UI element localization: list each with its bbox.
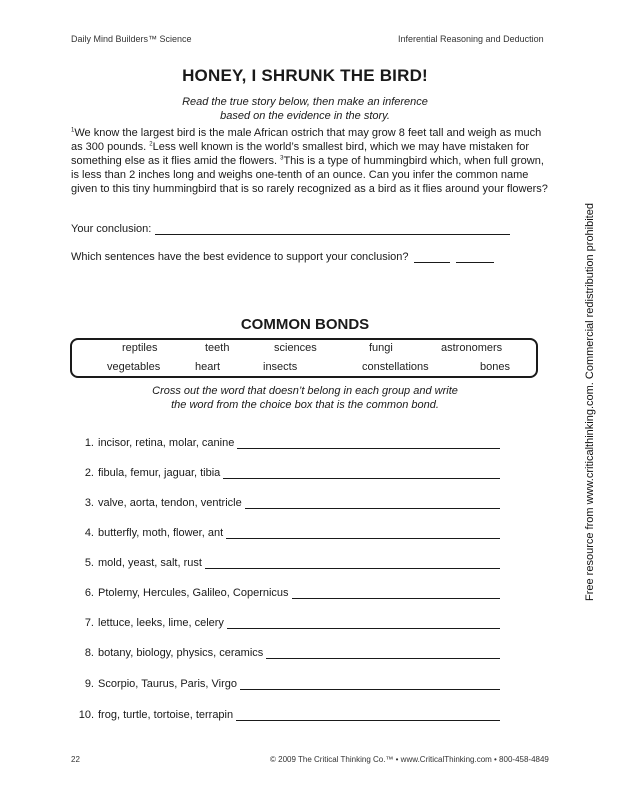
- choice-word: heart: [195, 361, 221, 373]
- item-number: 4.: [84, 527, 94, 539]
- item-number: 6.: [84, 587, 94, 599]
- item-number: 10.: [78, 709, 94, 721]
- story-sentence: We know the largest bird is the male African ostrich that may grow 8 feet tall and weigh as much as 300 pounds.: [71, 127, 542, 153]
- choice-word: constellations: [362, 361, 429, 373]
- evidence-row: [71, 251, 494, 263]
- list-item: [70, 678, 500, 690]
- item-number: 5.: [84, 557, 94, 569]
- item-text: butterfly, moth, flower, ant: [98, 527, 224, 539]
- side-note: Free resource from www.criticalthinking.com. Commercial redistribution prohibited: [584, 203, 596, 601]
- item-text: lettuce, leeks, lime, celery: [98, 617, 224, 629]
- item-text: incisor, retina, molar, canine: [98, 437, 235, 449]
- item-text: botany, biology, physics, ceramics: [98, 647, 264, 659]
- story-sentence: Less well known is the world’s smallest bird, which we may have mistaken for something else as it flies amid the flowers.: [71, 141, 530, 167]
- list-item: [70, 497, 500, 509]
- list-item: [70, 437, 500, 449]
- answer-line[interactable]: [223, 468, 500, 479]
- answer-line[interactable]: [266, 648, 500, 659]
- item-text: frog, turtle, tortoise, terrapin: [98, 709, 234, 721]
- answer-line[interactable]: [205, 558, 500, 569]
- item-text: mold, yeast, salt, rust: [98, 557, 202, 569]
- story-instructions-line: Read the true story below, then make an inference: [182, 96, 428, 108]
- conclusion-answer-line[interactable]: [155, 224, 510, 235]
- evidence-answer-line-1[interactable]: [414, 252, 450, 263]
- header-right: Inferential Reasoning and Deduction: [398, 34, 544, 44]
- item-number: 3.: [84, 497, 94, 509]
- choice-word: insects: [263, 361, 298, 373]
- answer-line[interactable]: [236, 710, 500, 721]
- bonds-instructions-line: Cross out the word that doesn’t belong in each group and write: [152, 385, 458, 397]
- bonds-instructions-line: the word from the choice box that is the common bond.: [171, 399, 439, 411]
- story-instructions: [0, 95, 610, 123]
- sentence-number: 1: [71, 127, 75, 134]
- story-instructions-line: based on the evidence in the story.: [220, 110, 390, 122]
- answer-line[interactable]: [292, 588, 500, 599]
- header-left: Daily Mind Builders™ Science: [71, 34, 192, 44]
- item-text: valve, aorta, tendon, ventricle: [98, 497, 242, 509]
- choice-word: fungi: [369, 342, 393, 354]
- list-item: [70, 587, 500, 599]
- evidence-label: Which sentences have the best evidence to support your conclusion?: [71, 251, 409, 263]
- item-number: 2.: [84, 467, 94, 479]
- item-number: 9.: [84, 678, 94, 690]
- evidence-answer-line-2[interactable]: [456, 252, 494, 263]
- choice-word: bones: [480, 361, 510, 373]
- item-text: fibula, femur, jaguar, tibia: [98, 467, 221, 479]
- story-text: [71, 126, 551, 196]
- answer-line[interactable]: [245, 498, 500, 509]
- answer-line[interactable]: [240, 679, 500, 690]
- page-number: 22: [71, 755, 80, 764]
- section-title: COMMON BONDS: [240, 316, 370, 333]
- conclusion-label: Your conclusion:: [71, 223, 152, 235]
- answer-line[interactable]: [237, 438, 500, 449]
- choice-word: teeth: [205, 342, 230, 354]
- sentence-number: 3: [280, 155, 284, 162]
- list-item: [70, 467, 500, 479]
- item-number: 7.: [84, 617, 94, 629]
- answer-line[interactable]: [227, 618, 500, 629]
- list-item: [70, 527, 500, 539]
- choice-word: astronomers: [441, 342, 503, 354]
- copyright-footer: © 2009 The Critical Thinking Co.™ • www.CriticalThinking.com • 800-458-4849: [270, 755, 549, 764]
- choice-word: sciences: [274, 342, 317, 354]
- item-text: Ptolemy, Hercules, Galileo, Copernicus: [98, 587, 289, 599]
- list-item: [70, 647, 500, 659]
- answer-line[interactable]: [226, 528, 500, 539]
- item-number: 1.: [84, 437, 94, 449]
- item-number: 8.: [84, 647, 94, 659]
- worksheet-title: HONEY, I SHRUNK THE BIRD!: [182, 66, 428, 85]
- bonds-instructions: [0, 384, 610, 412]
- story-sentence: This is a type of hummingbird which, when full grown, is less than 2 inches long and weighs one-tenth of an ounce. Can you infer the common name given to this tiny hummingbird that is so rarely recognized as a bird as it flies around your flowers?: [71, 155, 548, 195]
- list-item: [70, 709, 500, 721]
- conclusion-row: [71, 223, 510, 235]
- choice-word: vegetables: [107, 361, 161, 373]
- sentence-number: 2: [149, 141, 153, 148]
- list-item: [70, 557, 500, 569]
- item-text: Scorpio, Taurus, Paris, Virgo: [98, 678, 237, 690]
- choice-word: reptiles: [122, 342, 158, 354]
- list-item: [70, 617, 500, 629]
